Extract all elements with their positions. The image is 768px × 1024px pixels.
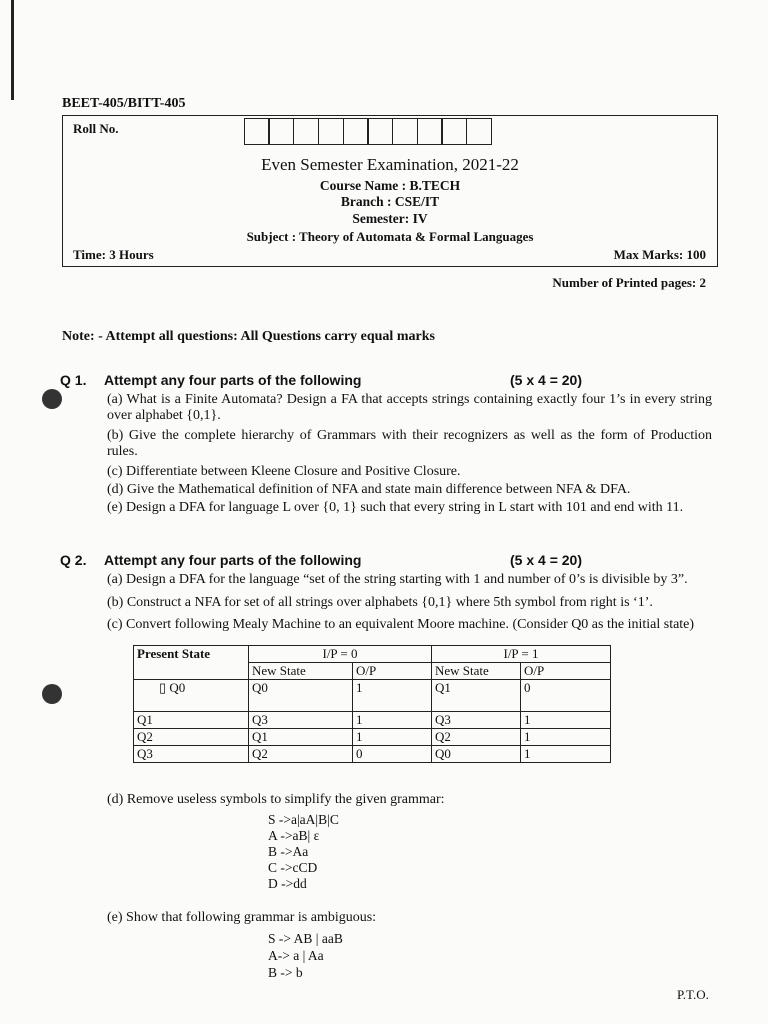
cell: 1 [353,712,432,729]
paper-code: BEET-405/BITT-405 [62,96,186,111]
production: A ->aB| ε [268,828,320,843]
production: B -> b [268,965,303,980]
cell: 0 [353,746,432,763]
q2-number: Q 2. [60,552,87,568]
scan-edge [11,0,14,100]
cell: 1 [521,746,611,763]
time: Time: 3 Hours [73,247,154,262]
th-new-state: New State [249,663,353,680]
cell: Q0 [432,746,521,763]
max-marks: Max Marks: 100 [613,247,706,262]
semester: Semester: IV [352,211,428,226]
th-op: O/P [353,663,432,680]
th-ip0: I/P = 0 [249,646,432,663]
th-op: O/P [521,663,611,680]
q1-item-b: (b) Give the complete hierarchy of Grammars with their recognizers as well as the form of Production rules. [107,428,712,459]
production: A-> a | Aa [268,948,324,963]
q1-item-e: (e) Design a DFA for language L over {0, 1} such that every string in L start with 101 and end with 11. [107,500,684,515]
cell: 1 [521,729,611,746]
mealy-table [133,645,611,763]
cell: 1 [353,729,432,746]
q2-item-e: (e) Show that following grammar is ambiguous: [107,910,377,925]
q2-item-d: (d) Remove useless symbols to simplify the given grammar: [107,792,445,807]
cell: Q2 [432,729,521,746]
cell: Q3 [432,712,521,729]
roll-number-boxes [245,118,492,145]
th-present-state: Present State [134,646,249,680]
q1-item-a: (a) What is a Finite Automata? Design a FA that accepts strings containing exactly four 1’s in every string over alphabet {0,1}. [107,392,712,423]
q1-number: Q 1. [60,372,87,388]
printed-pages: Number of Printed pages: 2 [552,275,706,290]
cell: 0 [521,680,611,712]
cell: 1 [521,712,611,729]
q2-item-b: (b) Construct a NFA for set of all strings over alphabets {0,1} where 5th symbol from right is ‘1’. [107,595,653,610]
q1-item-c: (c) Differentiate between Kleene Closure and Positive Closure. [107,464,461,479]
q1-item-d: (d) Give the Mathematical definition of NFA and state main difference between NFA & DFA. [107,482,631,497]
cell: Q1 [134,712,249,729]
cell: Q1 [432,680,521,712]
cell: 1 [353,680,432,712]
th-new-state: New State [432,663,521,680]
cell: Q3 [134,746,249,763]
grammar-e [268,930,343,981]
q1-title: Attempt any four parts of the following [104,372,362,388]
production: S -> AB | aaB [268,931,343,946]
grammar-d [268,812,339,892]
cell: ▯ Q0 [134,680,249,712]
cell: Q3 [249,712,353,729]
production: S ->a|aA|B|C [268,812,339,827]
q2-item-c: (c) Convert following Mealy Machine to an equivalent Moore machine. (Consider Q0 as the initial state) [107,617,695,632]
production: C ->cCD [268,860,318,875]
cell: Q1 [249,729,353,746]
table-row [134,680,611,712]
note: Note: - Attempt all questions: All Questions carry equal marks [62,329,435,344]
punch-hole [42,389,62,409]
cell: Q2 [249,746,353,763]
table-row [134,729,611,746]
punch-hole [42,684,62,704]
q2-marks: (5 x 4 = 20) [510,552,582,568]
cell: Q0 [249,680,353,712]
production: D ->dd [268,876,307,891]
exam-title: Even Semester Examination, 2021-22 [261,155,519,174]
q2-item-a: (a) Design a DFA for the language “set of the string starting with 1 and number of 0’s is divisible by 3”. [107,572,688,587]
table-row [134,746,611,763]
cell: Q2 [134,729,249,746]
q2-title: Attempt any four parts of the following [104,552,362,568]
q1-marks: (5 x 4 = 20) [510,372,582,388]
roll-label: Roll No. [73,121,119,136]
th-ip1: I/P = 1 [432,646,611,663]
pto: P.T.O. [677,987,709,1002]
subject: Subject : Theory of Automata & Formal Languages [246,229,534,244]
branch: Branch : CSE/IT [340,194,440,209]
production: B ->Aa [268,844,309,859]
course: Course Name : B.TECH [319,178,461,193]
table-row [134,712,611,729]
